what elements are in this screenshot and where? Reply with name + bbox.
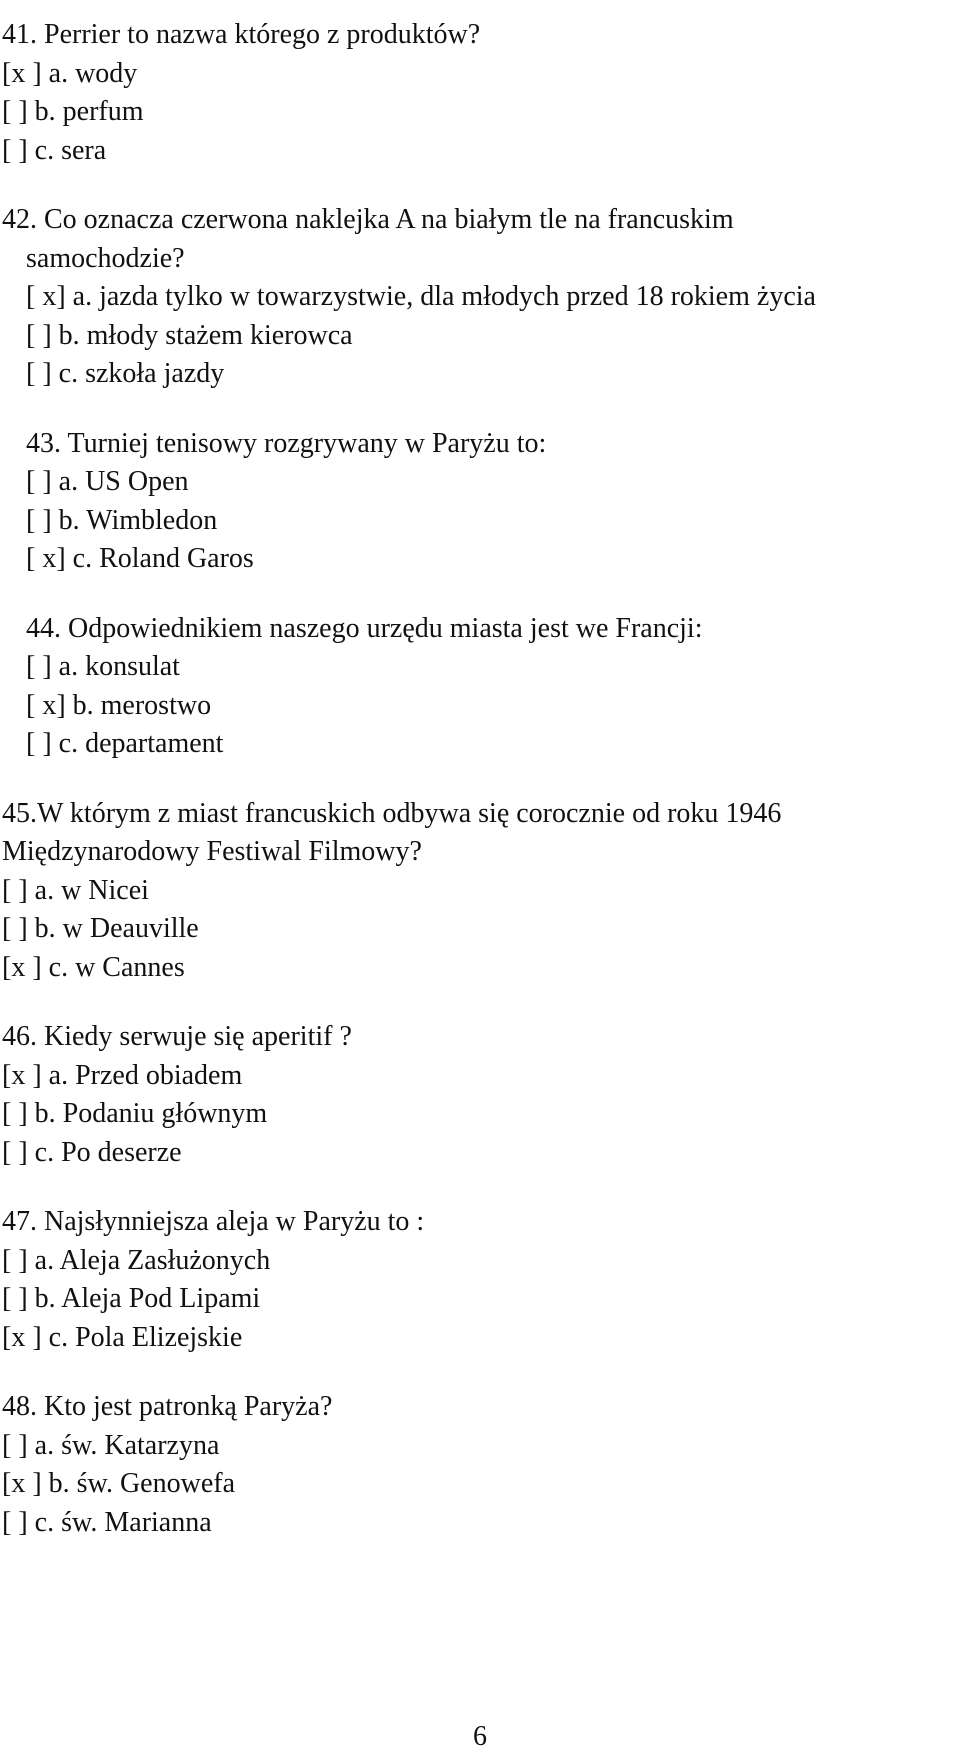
- question-text: 45.W którym z miast francuskich odbywa się corocznie od roku 1946: [2, 797, 782, 829]
- question-41: [2, 16, 952, 170]
- question-46: [2, 1018, 952, 1172]
- option-b: [ ] b. Wimbledon: [26, 504, 218, 536]
- option-b: [ ] b. Aleja Pod Lipami: [2, 1283, 261, 1314]
- quiz-page: [2, 0, 952, 1580]
- option-b: [ ] b. Podaniu głównym: [2, 1098, 268, 1129]
- question-text: 44. Odpowiednikiem naszego urzędu miasta jest we Francji:: [26, 612, 703, 644]
- question-47: [2, 1203, 952, 1357]
- option-b: [ ] b. w Deauville: [2, 913, 199, 944]
- question-text: 43. Turniej tenisowy rozgrywany w Paryżu to:: [26, 427, 547, 459]
- option-b: [ ] b. młody stażem kierowca: [26, 319, 353, 351]
- option-c: [ ] c. św. Marianna: [2, 1506, 212, 1538]
- option-c: [ ] c. departament: [26, 728, 224, 759]
- option-c: [ ] c. Po deserze: [2, 1136, 182, 1168]
- question-text: 48. Kto jest patronką Paryża?: [2, 1391, 333, 1422]
- option-b: [ ] b. perfum: [2, 96, 144, 127]
- option-a: [x ] a. Przed obiadem: [2, 1059, 243, 1091]
- question-43: [2, 425, 952, 579]
- page-number: 6: [473, 1721, 487, 1752]
- option-b: [x ] b. św. Genowefa: [2, 1468, 235, 1499]
- question-text: 41. Perrier to nazwa którego z produktów?: [2, 19, 481, 50]
- option-c: [ ] c. sera: [2, 134, 107, 166]
- option-b: [ x] b. merostwo: [26, 689, 212, 721]
- question-text: 42. Co oznacza czerwona naklejka A na białym tle na francuskim: [2, 204, 734, 235]
- question-text-continued: Międzynarodowy Festiwal Filmowy?: [2, 836, 422, 867]
- question-text: 47. Najsłynniejsza aleja w Paryżu to :: [2, 1206, 425, 1237]
- option-a: [x ] a. wody: [2, 57, 138, 89]
- question-text-continued: samochodzie?: [26, 242, 185, 274]
- question-45: [2, 795, 952, 988]
- option-c: [ ] c. szkoła jazdy: [26, 358, 225, 389]
- option-a: [ ] a. w Nicei: [2, 874, 149, 906]
- question-44: [2, 610, 952, 764]
- question-48: [2, 1388, 952, 1542]
- option-c: [x ] c. Pola Elizejskie: [2, 1321, 243, 1353]
- option-c: [ x] c. Roland Garos: [26, 543, 254, 574]
- option-a: [ ] a. św. Katarzyna: [2, 1429, 220, 1461]
- option-c: [x ] c. w Cannes: [2, 951, 185, 983]
- option-a: [ ] a. Aleja Zasłużonych: [2, 1244, 271, 1276]
- question-42: [2, 201, 952, 394]
- option-a: [ ] a. konsulat: [26, 651, 180, 682]
- question-text: 46. Kiedy serwuje się aperitif ?: [2, 1021, 352, 1052]
- option-a: [ ] a. US Open: [26, 466, 189, 497]
- option-a: [ x] a. jazda tylko w towarzystwie, dla młodych przed 18 rokiem życia: [26, 281, 816, 312]
